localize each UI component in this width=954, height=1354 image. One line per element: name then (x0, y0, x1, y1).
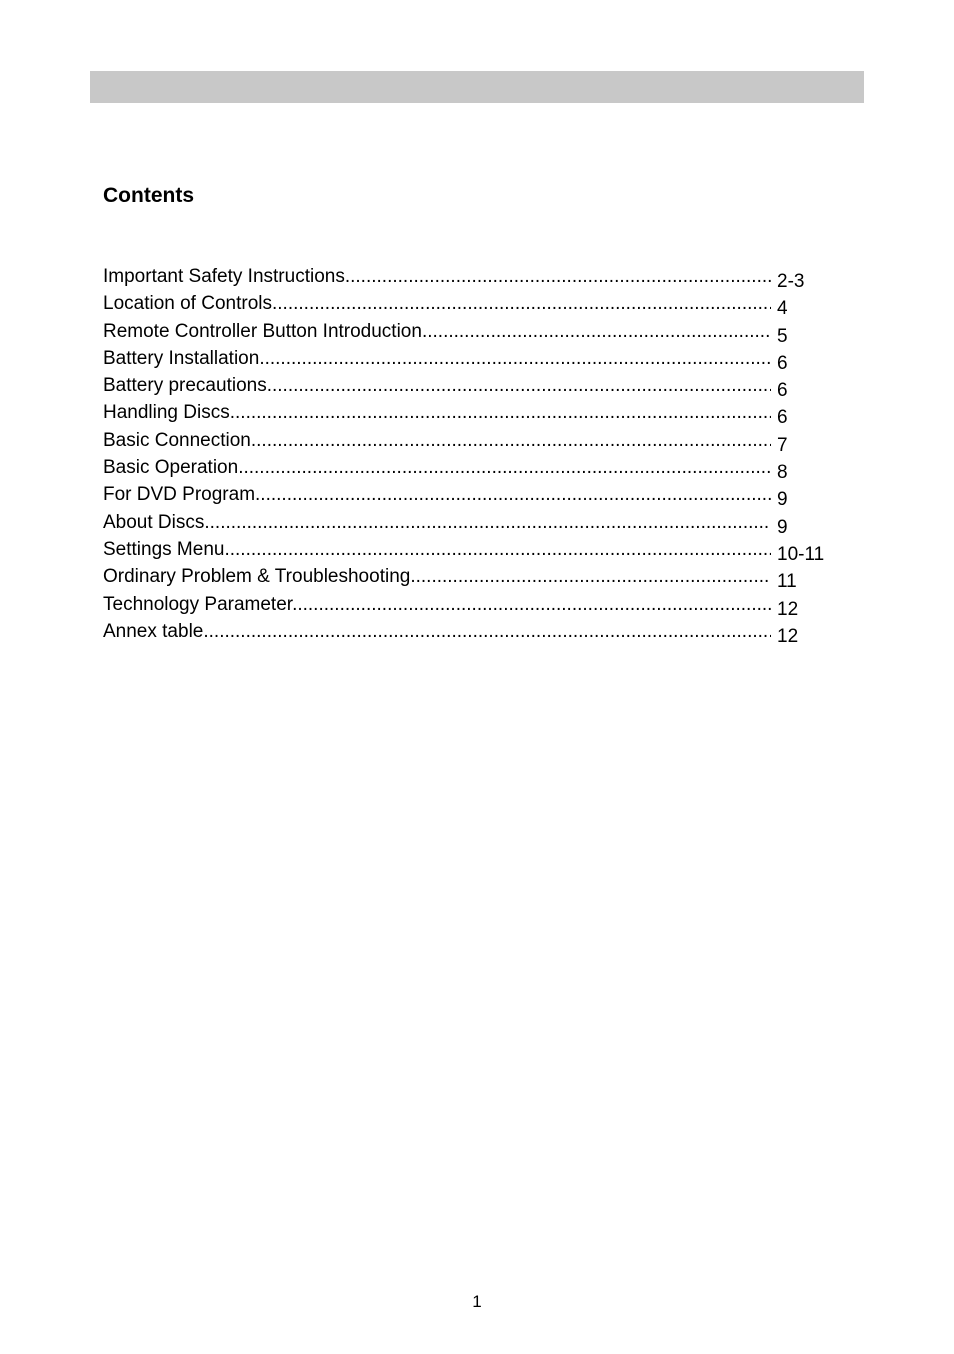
toc-entry (103, 345, 843, 372)
toc-entry-page: 10-11 (777, 543, 825, 565)
toc-entry-page: 2-3 (777, 271, 805, 292)
toc-entry-page: 11 (777, 571, 797, 593)
toc-entry-title: Ordinary Problem & Troubleshooting ..... (103, 563, 771, 590)
toc-entry-title: Settings Menu ..... (103, 536, 771, 563)
page-number: 1 (472, 1292, 482, 1311)
toc-entry-title: Technology Parameter ..... (103, 591, 771, 618)
toc-entry (103, 454, 843, 484)
toc-entry-title: Battery Installation ..... (103, 345, 771, 372)
toc-entry-page: 6 (777, 380, 788, 402)
toc-entry (103, 536, 843, 563)
header-bar (90, 71, 864, 103)
toc-entry (103, 399, 843, 429)
toc-entry (103, 427, 843, 454)
toc-entry-title: About Discs ..... (103, 509, 771, 536)
toc-entry (103, 481, 843, 511)
toc-entry-title: Basic Connection ..... (103, 427, 771, 454)
toc-entry-page: 9 (777, 489, 788, 511)
toc-entry-page: 6 (777, 352, 788, 374)
toc-entry-page: 9 (777, 516, 788, 538)
toc-entry-page: 8 (777, 462, 788, 484)
toc-entry (103, 318, 843, 345)
toc-entry-title: For DVD Program ..... (103, 481, 771, 508)
toc-entry-page: 7 (777, 434, 788, 456)
toc-entry (103, 372, 843, 402)
toc-entry-title: Basic Operation ..... (103, 454, 771, 481)
toc-entry-title: Battery precautions ..... (103, 372, 771, 399)
toc-entry (103, 618, 843, 645)
toc-entry (103, 290, 843, 320)
toc-entry (103, 563, 843, 593)
toc-entry-page: 12 (777, 625, 799, 647)
toc-entry-title: Location of Controls ..... (103, 290, 771, 317)
table-of-contents (103, 263, 843, 645)
toc-entry-page: 4 (777, 298, 788, 320)
page-title: Contents (103, 184, 194, 207)
toc-entry-title: Handling Discs ..... (103, 399, 771, 426)
toc-entry (103, 509, 843, 536)
toc-entry-title: Remote Controller Button Introduction ..... (103, 318, 771, 345)
toc-entry (103, 591, 843, 618)
toc-entry-title: Annex table ..... (103, 618, 771, 645)
toc-entry (103, 263, 843, 290)
toc-entry-page: 12 (777, 598, 799, 620)
toc-entry-title: Important Safety Instructions ..... (103, 263, 771, 290)
toc-entry-page: 6 (777, 407, 788, 429)
toc-entry-page: 5 (777, 325, 788, 347)
